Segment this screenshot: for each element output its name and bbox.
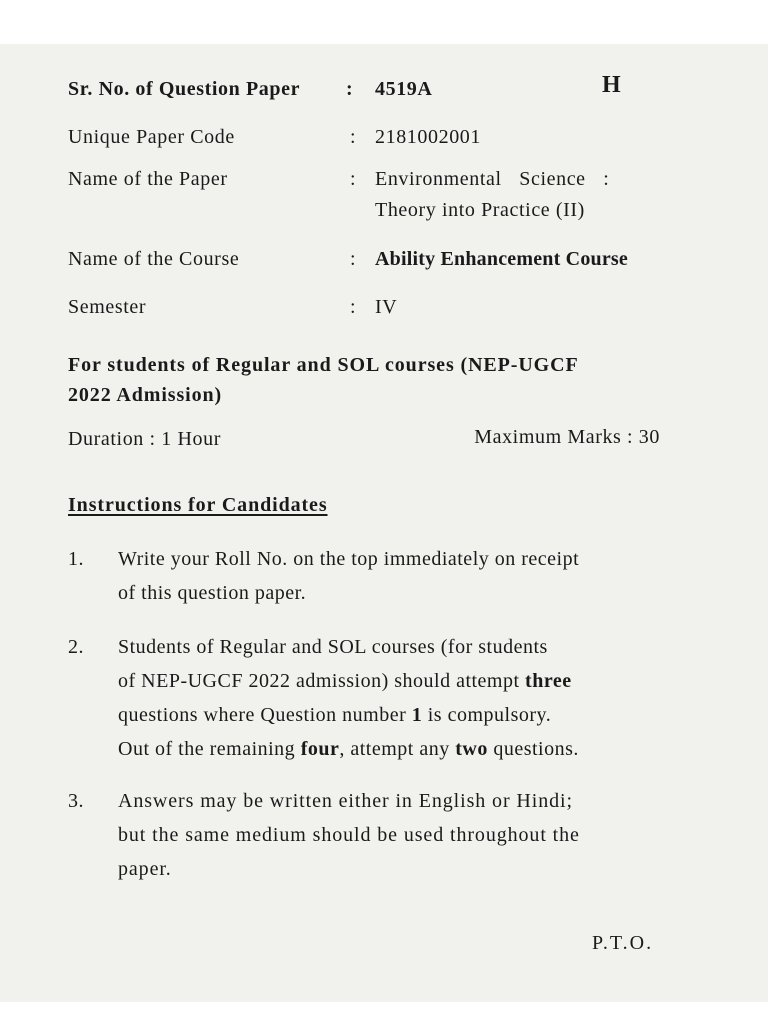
sr-no-colon: : (346, 78, 354, 100)
notice-line-2: 2022 Admission) (68, 384, 223, 406)
instruction-number: 3. (68, 790, 84, 812)
emphasis-question-one: 1 (411, 704, 423, 726)
paper-name-value-line2: Theory into Practice (II) (375, 199, 585, 221)
paper-code-colon: : (350, 126, 357, 148)
set-code: H (602, 72, 621, 98)
instruction-fragment: Out of the remaining (118, 738, 301, 760)
instruction-text (118, 784, 663, 886)
emphasis-three: three (525, 670, 572, 692)
scan-bottom-margin (0, 1002, 768, 1024)
emphasis-four: four (300, 738, 340, 760)
notice-line-1: For students of Regular and SOL courses (NEP-UGCF (68, 354, 579, 376)
instruction-line: Write your Roll No. on the top immediately on receipt (118, 548, 580, 570)
instruction-line: but the same medium should be used throughout the (118, 824, 580, 846)
instruction-fragment: questions where Question number (118, 704, 412, 726)
sr-no-value: 4519A (375, 78, 433, 100)
course-name-label: Name of the Course (68, 248, 240, 270)
instruction-fragment: of NEP-UGCF 2022 admission) should attempt (118, 670, 526, 692)
paper-code-label: Unique Paper Code (68, 126, 235, 148)
sr-no-label: Sr. No. of Question Paper (68, 78, 301, 100)
paper-name-value-line1: Environmental Science : (375, 168, 610, 190)
instruction-fragment: questions. (487, 738, 579, 760)
emphasis-two: two (455, 738, 488, 760)
instruction-text (118, 542, 663, 610)
semester-value: IV (375, 296, 398, 318)
paper-name-label: Name of the Paper (68, 168, 228, 190)
instruction-number: 1. (68, 548, 84, 570)
instruction-line (118, 664, 663, 698)
instruction-line: paper. (118, 858, 172, 880)
instruction-fragment: is compulsory. (422, 704, 552, 726)
paper-name-colon: : (350, 168, 357, 190)
semester-colon: : (350, 296, 357, 318)
applicability-notice (68, 350, 668, 410)
instruction-number: 2. (68, 636, 84, 658)
paper-code-value: 2181002001 (375, 126, 481, 148)
maximum-marks: Maximum Marks : 30 (474, 426, 660, 448)
scan-top-margin (0, 0, 768, 44)
instruction-line: of this question paper. (118, 582, 307, 604)
instruction-fragment: , attempt any (339, 738, 456, 760)
instruction-line: Answers may be written either in English or Hindi; (118, 790, 573, 812)
duration: Duration : 1 Hour (68, 428, 221, 450)
instruction-text (118, 630, 663, 766)
instructions-heading: Instructions for Candidates (68, 494, 328, 516)
instruction-line: Students of Regular and SOL courses (for students (118, 636, 548, 658)
semester-label: Semester (68, 296, 147, 318)
instruction-line (118, 732, 663, 766)
course-name-value: Ability Enhancement Course (375, 248, 628, 270)
course-name-colon: : (350, 248, 357, 270)
please-turn-over: P.T.O. (592, 932, 654, 954)
instruction-line (118, 698, 663, 732)
